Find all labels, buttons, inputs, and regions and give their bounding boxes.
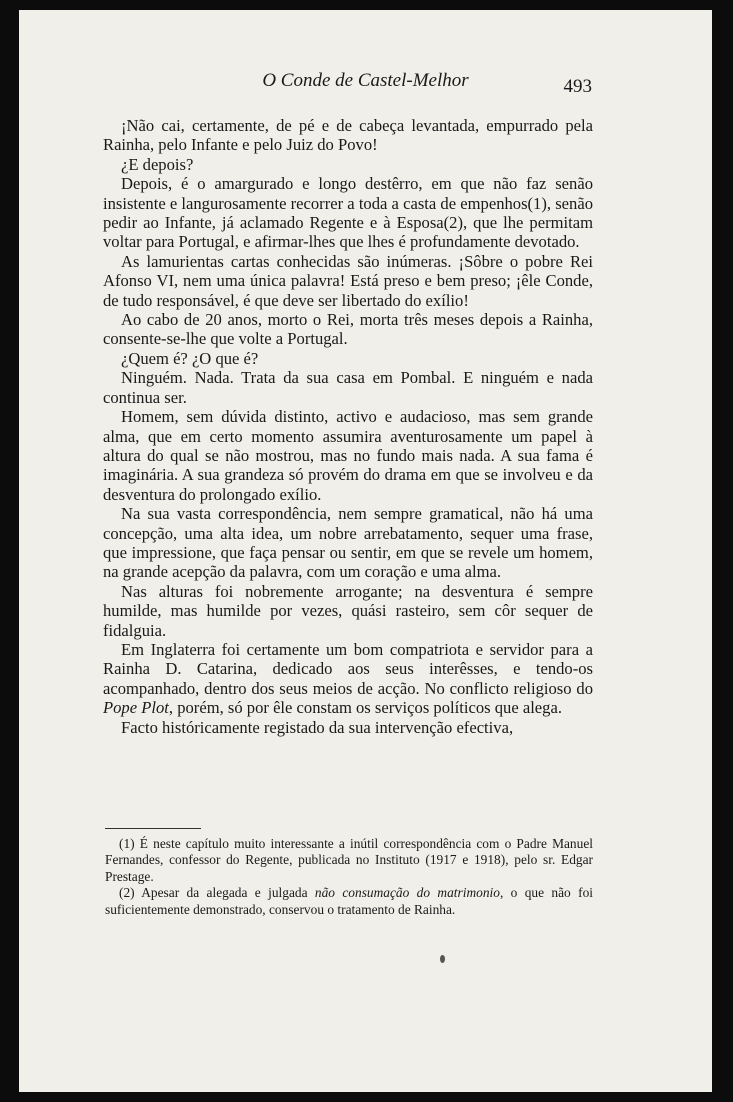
running-title: O Conde de Castel-Melhor [262, 70, 469, 91]
paragraph [103, 640, 593, 718]
paragraph: Facto históricamente registado da sua intervenção efectiva, [121, 717, 514, 737]
footnote-text: , o que não foi suficientemente demonstrado, conservou o tratamento de Rainha. [105, 885, 594, 917]
footnote-italic: não consumação do matrimonio [314, 885, 500, 901]
page-number: 493 [563, 76, 592, 97]
paragraph: Ao cabo de 20 anos, morto o Rei, morta três meses depois a Rainha, consente-se-lhe que volte a Portugal. [103, 310, 593, 349]
paragraph-text: , porém, só por êle constam os serviços políticos que alega. [168, 698, 562, 718]
paragraph: Na sua vasta correspondência, nem sempre gramatical, não há uma concepção, uma alta idea, um nobre arrebatamento, sequer uma frase, que impressione, que faça pensar ou sentir, em que se revele um homem, na grande acepção da palavra, com um coração e uma alma. [103, 504, 593, 582]
paragraph: ¡Não cai, certamente, de pé e de cabeça levantada, empurrado pela Rainha, pelo Infante e pelo Juiz do Povo! [103, 116, 593, 155]
running-head [19, 70, 712, 98]
paragraph: ¿Quem é? ¿O que é? [121, 348, 259, 368]
footnote-divider [105, 828, 201, 829]
footnotes [105, 836, 593, 918]
footnote-1: (1) É neste capítulo muito interessante a inútil correspondência com o Padre Manuel Fernandes, confessor do Regente, publicada no Instituto (1917 e 1918), pelo sr. Edgar Prestage. [105, 836, 593, 884]
paragraph: Nas alturas foi nobremente arrogante; na desventura é sempre humilde, mas humilde por vezes, quási rasteiro, sem côr sequer de fidalguia. [103, 581, 593, 640]
ink-spot [440, 955, 445, 963]
italic-title: Pope Plot [103, 698, 169, 718]
paragraph: As lamurientas cartas conhecidas são inúmeras. ¡Sôbre o pobre Rei Afonso VI, nem uma única palavra! Está preso e bem preso; ¡êle Conde, de tudo responsável, é que deve ser libertado do exílio! [103, 251, 593, 310]
paragraph: Depois, é o amargurado e longo destêrro, em que não faz senão insistente e langurosamente recorrer a toda a casta de empenhos(1), senão pedir ao Infante, já aclamado Regente e à Esposa(2), que lhe permitam voltar para Portugal, e afirmar-lhes que lhes é profundamente devotado. [103, 174, 593, 252]
paragraph: Homem, sem dúvida distinto, activo e audacioso, mas sem grande alma, que em certo momento assumira aventurosamente um papel à altura do qual se não mostrou, mas no fundo mais nada. A sua fama é imaginária. A sua grandeza só provém do drama em que se involveu e da desventura do prolongado exílio. [103, 407, 593, 504]
paragraph: ¿E depois? [121, 154, 194, 174]
footnote-2 [105, 885, 593, 918]
body-text [103, 116, 593, 737]
paragraph: Ninguém. Nada. Trata da sua casa em Pombal. E ninguém e nada continua ser. [103, 368, 593, 407]
paragraph-text: Em Inglaterra foi certamente um bom compatriota e servidor para a Rainha D. Catarina, dedicado aos seus interêsses, e tendo-os acompanhado, dentro dos seus meios de acção. No conflicto religioso do [103, 639, 593, 698]
footnote-text: (2) Apesar da alegada e julgada [119, 885, 315, 901]
book-page [19, 10, 712, 1092]
